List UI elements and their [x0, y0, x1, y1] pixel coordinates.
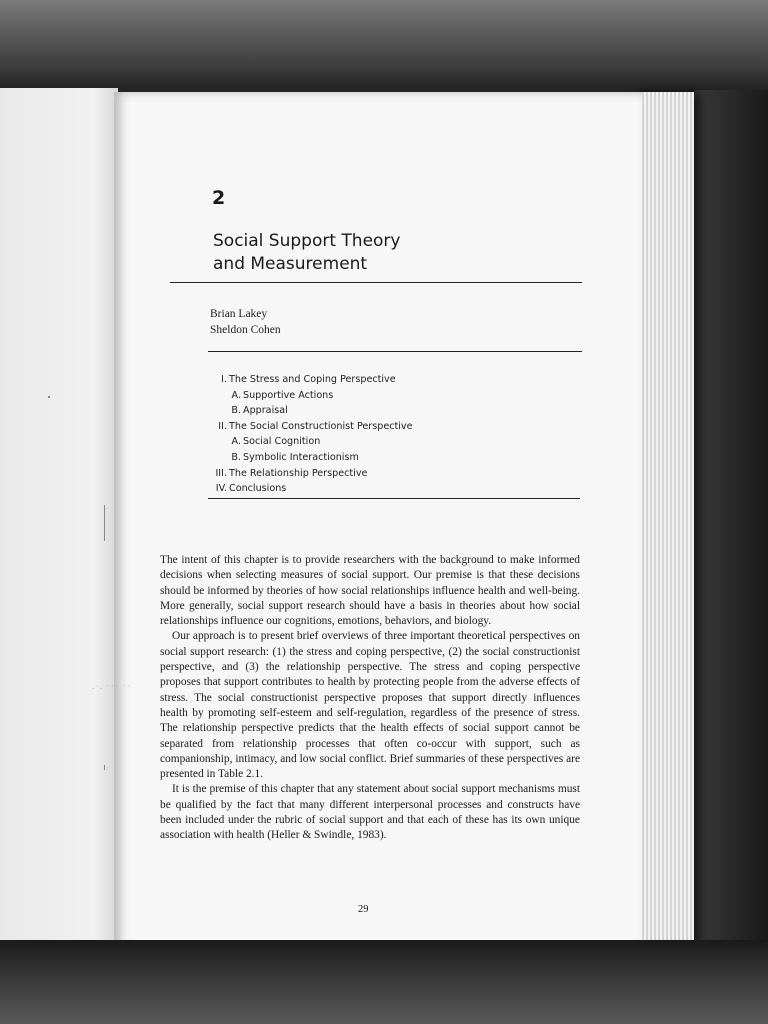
outline-item-text: Conclusions: [229, 483, 287, 495]
body-paragraph: Our approach is to present brief overviews of three important theoretical perspectives on social support research: (1) the stress and coping perspective, (2) the social constructionist perspective, and (3) the relationship perspective. The stress and coping perspective proposes that support contributes to health by protecting people from the adverse effects of stress. The social constructionist perspective proposes that support directly influences health by promoting self-esteem and self-regulation, regardless of the presence of stress. The relationship perspective predicts that the health effects of social support cannot be separated from relationship processes that often co-occur with support, such as companionship, intimacy, and low social conflict. Brief summaries of these perspectives are presented in Table 2.1.: [160, 630, 580, 781]
scan-top-shadow: [0, 0, 768, 95]
scan-bottom-shadow: [0, 940, 768, 1024]
outline-item-text: Social Cognition: [243, 436, 321, 448]
outline-item-number: A.: [231, 389, 241, 401]
outline-item-text: Supportive Actions: [243, 389, 334, 401]
outline-item-number: A.: [231, 436, 241, 448]
author-name: Sheldon Cohen: [210, 324, 281, 336]
outline-item-text: Symbolic Interactionism: [243, 451, 359, 463]
outline-item-number: I.: [221, 374, 227, 385]
margin-scribble: ·˙· ˙˙˙ ˙˙: [92, 685, 132, 693]
page-number: 29: [358, 904, 369, 915]
outline-item-number: III.: [215, 467, 227, 479]
outline-item-text: The Social Constructionist Perspective: [229, 420, 413, 432]
outline-item-text: The Stress and Coping Perspective: [229, 374, 396, 385]
left-page-edge: [0, 88, 118, 960]
chapter-title-line-2: and Measurement: [213, 254, 368, 274]
body-paragraph: The intent of this chapter is to provide researchers with the background to make informed decisions when selecting measures of social support. Our premise is that these decisions should be informed by theories of how social relationships influence health and well-being. More generally, social support research should have a basis in theories about how social relationships influence our cognitions, emotions, behaviors, and biology.: [160, 554, 580, 628]
author-list: [210, 306, 281, 338]
title-rule: [170, 282, 582, 283]
outline-item-number: IV.: [215, 483, 227, 495]
chapter-title: [213, 230, 400, 276]
chapter-title-line-1: Social Support Theory: [213, 231, 401, 251]
chapter-number: 2: [212, 187, 226, 209]
body-paragraph: It is the premise of this chapter that any statement about social support mechanisms must be qualified by the fact that many different interpersonal processes and constructs have been included under the rubric of social support and that each of these has its own unique association with health (Heller & Swindle, 1983).: [160, 783, 580, 842]
outline-rule: [208, 498, 580, 499]
outline-item-text: Appraisal: [243, 405, 288, 417]
outline-item-number: B.: [231, 405, 241, 417]
outline-item-text: The Relationship Perspective: [229, 467, 368, 479]
author-name: Brian Lakey: [210, 308, 268, 320]
body-text: [160, 553, 580, 844]
margin-mark: [104, 505, 105, 541]
scan-right-shadow: [694, 90, 768, 950]
margin-mark: [48, 396, 50, 398]
outline-item-number: B.: [231, 451, 241, 463]
outline-item-number: II.: [218, 420, 227, 432]
authors-rule: [208, 351, 582, 352]
margin-mark: [104, 765, 105, 770]
